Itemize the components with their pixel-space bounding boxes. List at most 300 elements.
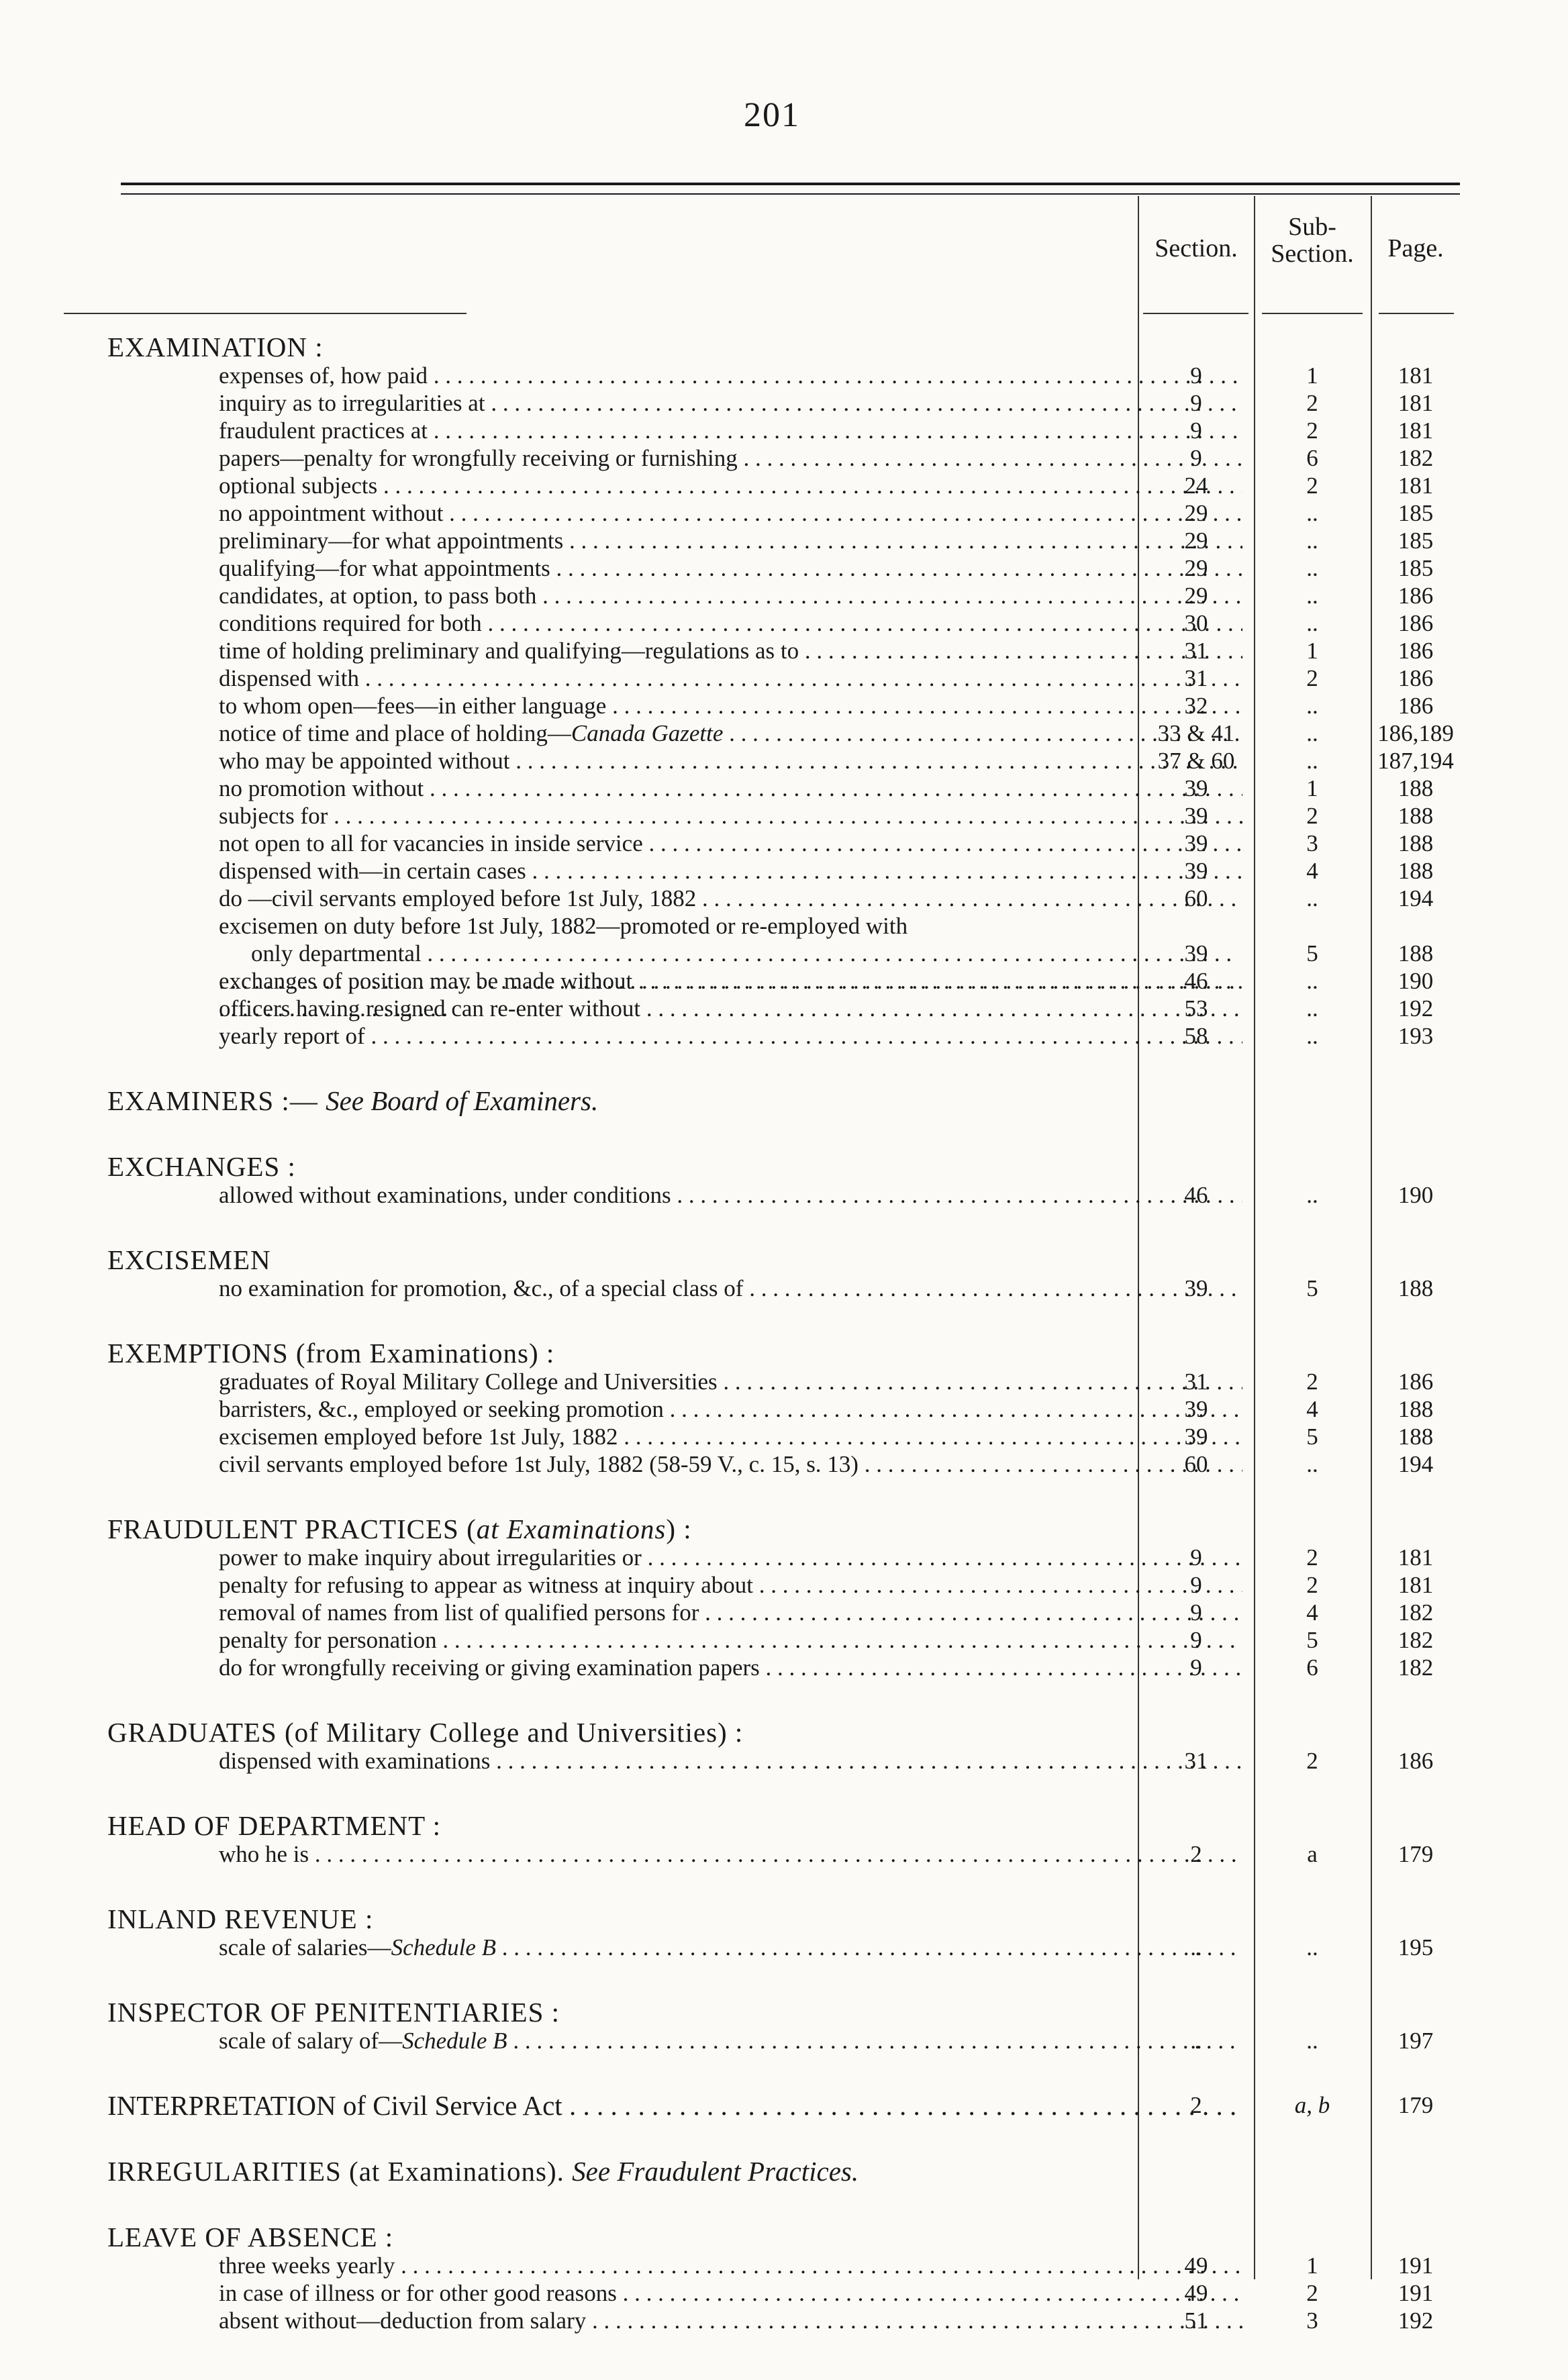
index-row: [107, 582, 1463, 609]
row-text-line: removal of names from list of qualified persons for: [219, 1599, 699, 1626]
section-number: 33 & 41: [1157, 720, 1235, 746]
index-group: [107, 1338, 1463, 1478]
row-text-line: officers having resigned can re-enter without: [219, 995, 641, 1022]
column-header-section: Section.: [1155, 234, 1238, 262]
page-number-ref: 181: [1398, 390, 1434, 416]
row-text: [219, 1395, 1242, 1423]
row-text: [219, 527, 1242, 554]
sub-section-number: 2: [1306, 473, 1318, 499]
sub-section-number: 2: [1306, 2280, 1318, 2306]
row-text-line: notice of time and place of holding—: [219, 720, 571, 746]
row-text-italic: Canada Gazette: [571, 720, 724, 746]
section-number: 9: [1190, 390, 1202, 416]
row-text-line: expenses of, how paid: [219, 362, 428, 389]
row-text: [219, 1022, 1242, 1050]
index-row: [107, 527, 1463, 554]
section-number: 9: [1190, 1544, 1202, 1571]
section-number: 49: [1184, 2280, 1208, 2306]
page-number-ref: 181: [1398, 1572, 1434, 1598]
heading-text: GRADUATES (of Military College and Universities) :: [107, 1717, 744, 1748]
section-number: 49: [1184, 2252, 1208, 2279]
section-number: 46: [1184, 968, 1208, 994]
page-number-ref: 190: [1398, 1182, 1434, 1208]
row-text: [219, 444, 1242, 472]
group-heading: [107, 1811, 1463, 1840]
index-row: [107, 802, 1463, 830]
sub-section-number: 1: [1306, 2252, 1318, 2279]
heading-text: HEAD OF DEPARTMENT :: [107, 1810, 442, 1841]
sub-section-number: 5: [1306, 1627, 1318, 1653]
row-text-line: exchanges of position may be made without: [219, 968, 633, 994]
row-text-line: scale of salary of—: [219, 2028, 403, 2054]
row-text-line: scale of salaries—: [219, 1934, 391, 1961]
group-heading: [107, 1514, 1463, 1544]
index-row: [107, 1544, 1463, 1571]
row-text-line: in case of illness or for other good reasons: [219, 2280, 617, 2306]
sub-section-number: a, b: [1294, 2092, 1330, 2118]
page-number-ref: 182: [1398, 1654, 1434, 1681]
heading-italic: at Examinations: [476, 1514, 667, 1544]
see-reference: See Fraudulent Practices.: [572, 2156, 859, 2187]
section-number: 53: [1184, 995, 1208, 1022]
index-row: [107, 1450, 1463, 1478]
index-row: [107, 637, 1463, 664]
section-number: 29: [1184, 555, 1208, 581]
page-number-ref: 179: [1398, 2092, 1434, 2118]
index-group: [107, 1152, 1463, 1209]
page-number-ref: 186,189: [1377, 720, 1454, 746]
row-text: [219, 664, 1242, 692]
page-number-ref: 193: [1398, 1023, 1434, 1049]
page-number-ref: 181: [1398, 1544, 1434, 1571]
header-underline: [1262, 313, 1363, 314]
row-text-line: penalty for personation: [219, 1627, 437, 1653]
row-text-italic: Schedule B: [402, 2028, 507, 2054]
group-heading: [107, 1904, 1463, 1934]
section-number: 2: [1190, 2092, 1202, 2118]
index-row: [107, 444, 1463, 472]
sub-section-number: 2: [1306, 1369, 1318, 1395]
row-text-italic: Schedule B: [391, 1934, 497, 1961]
sub-section-number: ..: [1306, 1934, 1318, 1961]
section-number: 9: [1190, 1572, 1202, 1598]
index-row: [107, 362, 1463, 389]
row-text-line: absent without—deduction from salary: [219, 2308, 587, 2334]
heading-text: EXAMINATION :: [107, 332, 324, 362]
index-row: [107, 1626, 1463, 1654]
page-number-ref: 187,194: [1377, 748, 1454, 774]
section-number: 39: [1184, 858, 1208, 884]
index-group: [107, 332, 1463, 1050]
row-text: [219, 2307, 1242, 2334]
row-text: [219, 1544, 1242, 1571]
heading-text: EXCISEMEN: [107, 1244, 271, 1275]
index-row: [107, 2091, 1463, 2120]
row-text-line: preliminary—for what appointments: [219, 528, 564, 554]
section-number: 32: [1184, 693, 1208, 719]
index-group: [107, 1718, 1463, 1775]
page-number-ref: 188: [1398, 803, 1434, 829]
index-group: [107, 2156, 1463, 2186]
page-number-ref: 185: [1398, 555, 1434, 581]
sub-section-number: 2: [1306, 1748, 1318, 1774]
row-text: [219, 582, 1242, 609]
column-header-page: Page.: [1387, 234, 1444, 262]
row-text: [219, 554, 1242, 582]
index-group: [107, 2091, 1463, 2120]
group-heading: [107, 1245, 1463, 1275]
sub-section-number: 2: [1306, 1544, 1318, 1571]
section-number: ..: [1190, 2028, 1202, 2054]
index-row: [107, 2307, 1463, 2334]
group-heading: [107, 1997, 1463, 2027]
sub-section-number: 1: [1306, 638, 1318, 664]
page-number-ref: 192: [1398, 2308, 1434, 2334]
sub-section-number: ..: [1306, 885, 1318, 911]
index-row: [107, 830, 1463, 857]
row-text-line: allowed without examinations, under conditions: [219, 1182, 671, 1208]
page-number-ref: 188: [1398, 1275, 1434, 1301]
row-text-line: barristers, &c., employed or seeking promotion: [219, 1396, 664, 1422]
index-group: [107, 1997, 1463, 2054]
section-number: 29: [1184, 583, 1208, 609]
sub-section-number: ..: [1306, 1023, 1318, 1049]
heading-text: IRREGULARITIES (at Examinations).: [107, 2156, 565, 2187]
index-row: [107, 2252, 1463, 2279]
index-row: [107, 775, 1463, 802]
index-entries: [107, 332, 1463, 2371]
index-row: [107, 747, 1463, 775]
row-text: [219, 637, 1242, 664]
page-number: 201: [744, 96, 800, 134]
section-number: 9: [1190, 362, 1202, 389]
index-row: [107, 1368, 1463, 1395]
row-text-line: excisemen employed before 1st July, 1882: [219, 1424, 618, 1450]
index-row: [107, 664, 1463, 692]
row-text-line: papers—penalty for wrongfully receiving or furnishing: [219, 445, 738, 471]
heading-text: LEAVE OF ABSENCE :: [107, 2222, 394, 2252]
sub-section-number: 5: [1306, 1275, 1318, 1301]
row-text: [219, 775, 1242, 802]
row-text-line: candidates, at option, to pass both: [219, 583, 537, 609]
page-number-ref: 185: [1398, 528, 1434, 554]
see-reference: See Board of Examiners.: [326, 1085, 599, 1116]
index-row: [107, 389, 1463, 417]
row-text: [219, 1571, 1242, 1599]
index-group: [107, 1086, 1463, 1115]
index-group: [107, 1904, 1463, 1961]
index-row: [107, 692, 1463, 720]
index-row: [107, 499, 1463, 527]
page-number-ref: 188: [1398, 858, 1434, 884]
row-text-line: time of holding preliminary and qualifying—regulations as to: [219, 638, 799, 664]
header-underline: [1379, 313, 1454, 314]
row-text: [219, 1747, 1242, 1775]
section-number: 60: [1184, 885, 1208, 911]
sub-section-number: 6: [1306, 1654, 1318, 1681]
row-text-line: conditions required for both: [219, 610, 482, 636]
sub-section-number: ..: [1306, 1451, 1318, 1477]
row-text: [219, 885, 1242, 912]
page-number-ref: 194: [1398, 885, 1434, 911]
index-row: [107, 554, 1463, 582]
row-text-line: to whom open—fees—in either language: [219, 693, 607, 719]
page-number-ref: 181: [1398, 362, 1434, 389]
section-number: 31: [1184, 638, 1208, 664]
index-row: [107, 1840, 1463, 1868]
page-number-ref: 182: [1398, 1627, 1434, 1653]
page-number-ref: 186: [1398, 638, 1434, 664]
sub-section-number: 1: [1306, 775, 1318, 801]
group-heading: [107, 1152, 1463, 1181]
group-heading: [107, 1086, 1463, 1115]
row-text-line: civil servants employed before 1st July, 1882 (58-59 V., c. 15, s. 13): [219, 1451, 859, 1477]
section-number: 2: [1190, 1841, 1202, 1867]
page-number-ref: 188: [1398, 830, 1434, 856]
row-text-line: dispensed with: [219, 665, 360, 691]
sub-section-number: 6: [1306, 445, 1318, 471]
row-text: [219, 389, 1242, 417]
index-row: [107, 1423, 1463, 1450]
group-heading: [107, 2222, 1463, 2252]
sub-section-number: ..: [1306, 528, 1318, 554]
top-rule: [121, 183, 1460, 185]
page-number-ref: 188: [1398, 940, 1434, 966]
index-row: [107, 1181, 1463, 1209]
row-text-line: excisemen on duty before 1st July, 1882—promoted or re-employed with: [219, 913, 908, 939]
index-row: [107, 1599, 1463, 1626]
page-number-ref: 181: [1398, 417, 1434, 444]
sub-section-number: 2: [1306, 390, 1318, 416]
section-number: 37 & 60: [1157, 748, 1235, 774]
page-number-ref: 197: [1398, 2028, 1434, 2054]
page-number-ref: 179: [1398, 1841, 1434, 1867]
group-heading: [107, 1718, 1463, 1747]
row-text: [219, 2279, 1242, 2307]
section-number: 39: [1184, 830, 1208, 856]
index-group: [107, 1811, 1463, 1868]
index-row: [107, 1275, 1463, 1302]
section-number: 9: [1190, 1654, 1202, 1681]
page-number-ref: 185: [1398, 500, 1434, 526]
row-text-line: dispensed with—in certain cases: [219, 858, 526, 884]
sub-section-number: ..: [1306, 748, 1318, 774]
section-number: 39: [1184, 1275, 1208, 1301]
section-number: 39: [1184, 1424, 1208, 1450]
heading-text: EXEMPTIONS (from Examinations) :: [107, 1338, 555, 1369]
row-text: [107, 2091, 1242, 2120]
index-row: [107, 1747, 1463, 1775]
row-text: [219, 720, 1242, 747]
row-text-line: who he is: [219, 1841, 309, 1867]
row-text: [219, 1275, 1242, 1302]
section-number: 29: [1184, 500, 1208, 526]
index-group: [107, 1245, 1463, 1302]
group-heading: [107, 332, 1463, 362]
sub-section-number: 4: [1306, 1599, 1318, 1626]
row-text: [219, 1599, 1242, 1626]
row-text-line: not open to all for vacancies in inside service: [219, 830, 643, 856]
section-number: 31: [1184, 1748, 1208, 1774]
row-text-line: inquiry as to irregularities at: [219, 390, 485, 416]
heading-text: FRAUDULENT PRACTICES (: [107, 1514, 477, 1544]
row-text: [219, 1934, 1242, 1961]
section-number: 58: [1184, 1023, 1208, 1049]
page-number-ref: 191: [1398, 2280, 1434, 2306]
page-number-ref: 191: [1398, 2252, 1434, 2279]
row-text-line: fraudulent practices at: [219, 417, 428, 444]
row-text-line: no examination for promotion, &c., of a special class of: [219, 1275, 744, 1301]
header-underline: [1143, 313, 1248, 314]
section-number: 9: [1190, 1627, 1202, 1653]
heading-tail: ) :: [666, 1514, 692, 1544]
index-row: [107, 1395, 1463, 1423]
page-number-ref: 188: [1398, 1424, 1434, 1450]
index-group: [107, 2222, 1463, 2334]
section-number: 30: [1184, 610, 1208, 636]
index-row: [107, 885, 1463, 912]
top-rule-thin: [121, 193, 1460, 195]
row-text-line: penalty for refusing to appear as witness at inquiry about: [219, 1572, 754, 1598]
row-text: [219, 2027, 1242, 2054]
index-group: [107, 1514, 1463, 1681]
index-row: [107, 2279, 1463, 2307]
index-row: [107, 912, 1463, 967]
row-text: [219, 1181, 1242, 1209]
sub-section-number: ..: [1306, 693, 1318, 719]
sub-section-number: 1: [1306, 362, 1318, 389]
row-text: [219, 2252, 1242, 2279]
section-number: 51: [1184, 2308, 1208, 2334]
row-text: [219, 1423, 1242, 1450]
page-number-ref: 186: [1398, 693, 1434, 719]
page-number-ref: 190: [1398, 968, 1434, 994]
row-text: [219, 472, 1242, 499]
index-row: [107, 2027, 1463, 2054]
section-number: 39: [1184, 803, 1208, 829]
row-text: [219, 609, 1242, 637]
heading-text: INLAND REVENUE :: [107, 1903, 374, 1934]
page-number-ref: 188: [1398, 1396, 1434, 1422]
sub-section-number: 5: [1306, 1424, 1318, 1450]
sub-section-number: ..: [1306, 720, 1318, 746]
sub-section-number: 2: [1306, 665, 1318, 691]
heading-text: INTERPRETATION of Civil Service Act: [107, 2091, 562, 2120]
row-text-line: optional subjects: [219, 473, 378, 499]
row-text: [219, 1626, 1242, 1654]
section-number: 29: [1184, 528, 1208, 554]
row-text-line: graduates of Royal Military College and Universities: [219, 1369, 718, 1395]
row-text-line: qualifying—for what appointments: [219, 555, 550, 581]
row-text-line: yearly report of: [219, 1023, 365, 1049]
row-text: [219, 499, 1242, 527]
index-row: [107, 609, 1463, 637]
row-text: [219, 747, 1242, 775]
index-row: [107, 1022, 1463, 1050]
row-text: [219, 1450, 1242, 1478]
sub-section-number: ..: [1306, 968, 1318, 994]
index-row: [107, 472, 1463, 499]
sub-section-number: 4: [1306, 1396, 1318, 1422]
row-text: [219, 1840, 1242, 1868]
page-number-ref: 186: [1398, 665, 1434, 691]
index-row: [107, 967, 1463, 995]
sub-section-number: 2: [1306, 803, 1318, 829]
row-text: [219, 1368, 1242, 1395]
section-number: 9: [1190, 445, 1202, 471]
sub-section-number: 2: [1306, 1572, 1318, 1598]
row-text: [219, 362, 1242, 389]
page-number-ref: 188: [1398, 775, 1434, 801]
page-number-ref: 182: [1398, 445, 1434, 471]
page-number-ref: 186: [1398, 1748, 1434, 1774]
sub-section-number: 5: [1306, 940, 1318, 966]
page-number-ref: 194: [1398, 1451, 1434, 1477]
sub-section-number: 2: [1306, 417, 1318, 444]
sub-section-number: ..: [1306, 1182, 1318, 1208]
page-number-ref: 192: [1398, 995, 1434, 1022]
section-number: 60: [1184, 1451, 1208, 1477]
row-text-line: no promotion without: [219, 775, 424, 801]
row-text-line: three weeks yearly: [219, 2252, 395, 2279]
sub-section-number: ..: [1306, 995, 1318, 1022]
row-text: [219, 830, 1242, 857]
row-text: [219, 417, 1242, 444]
row-text: [219, 967, 1242, 995]
sub-section-number: ..: [1306, 500, 1318, 526]
row-text: [219, 692, 1242, 720]
index-row: [107, 995, 1463, 1022]
row-text: [219, 857, 1242, 885]
index-row: [107, 1654, 1463, 1681]
index-row: [107, 1571, 1463, 1599]
sub-section-number: ..: [1306, 610, 1318, 636]
row-text: [219, 995, 1242, 1022]
group-heading: [107, 1338, 1463, 1368]
page-number-ref: 181: [1398, 473, 1434, 499]
section-number: 39: [1184, 940, 1208, 966]
index-row: [107, 857, 1463, 885]
heading-text: EXAMINERS :—: [107, 1085, 318, 1116]
row-text-line: do for wrongfully receiving or giving examination papers: [219, 1654, 760, 1681]
sub-section-number: ..: [1306, 2028, 1318, 2054]
row-text-line: who may be appointed without: [219, 748, 510, 774]
section-number: 24: [1184, 473, 1208, 499]
section-number: 31: [1184, 665, 1208, 691]
sub-section-number: a: [1307, 1841, 1318, 1867]
index-row: [107, 417, 1463, 444]
index-row: [107, 720, 1463, 747]
heading-text: EXCHANGES :: [107, 1151, 296, 1182]
section-number: 46: [1184, 1182, 1208, 1208]
sub-section-number: ..: [1306, 555, 1318, 581]
row-text-line: do —civil servants employed before 1st July, 1882: [219, 885, 697, 911]
page-number-ref: 186: [1398, 1369, 1434, 1395]
page-number-ref: 186: [1398, 610, 1434, 636]
section-number: 9: [1190, 1599, 1202, 1626]
page-number-ref: 182: [1398, 1599, 1434, 1626]
section-number: 39: [1184, 775, 1208, 801]
row-text-line: power to make inquiry about irregularities or: [219, 1544, 642, 1571]
section-number: 31: [1184, 1369, 1208, 1395]
page-number-ref: 195: [1398, 1934, 1434, 1961]
row-text: [219, 802, 1242, 830]
sub-section-number: 3: [1306, 830, 1318, 856]
sub-section-number: 4: [1306, 858, 1318, 884]
page-number-ref: 186: [1398, 583, 1434, 609]
section-number: 39: [1184, 1396, 1208, 1422]
sub-section-number: ..: [1306, 583, 1318, 609]
